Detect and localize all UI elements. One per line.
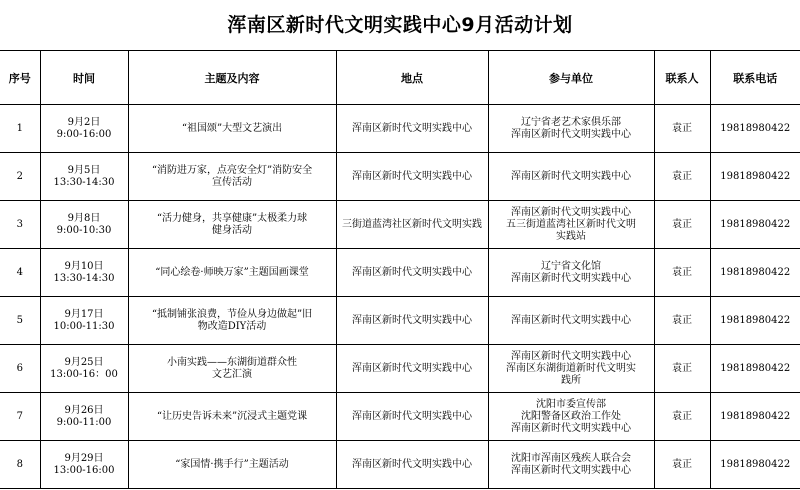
time-range-text: 9:00-11:00	[56, 416, 112, 428]
date-text: 9月29日	[64, 452, 104, 464]
unit-line: 浑南区新时代文明实践中心	[511, 170, 631, 182]
units-cell	[488, 441, 654, 489]
contact-cell: 袁正	[654, 297, 710, 345]
row-number-cell: 4	[0, 249, 40, 297]
theme-line: 小南实践——东湖街道群众性	[167, 356, 297, 368]
table-header-row	[0, 51, 800, 105]
unit-line: 浑南区新时代文明实践中心	[511, 206, 631, 218]
phone-cell: 19818980422	[710, 201, 800, 249]
theme-line: “消防进万家，点亮安全灯”消防安全	[151, 164, 313, 176]
row-number-cell: 7	[0, 393, 40, 441]
units-cell	[488, 297, 654, 345]
date-text: 9月25日	[64, 356, 104, 368]
unit-line: 五三街道蓝湾社区新时代文明	[506, 218, 636, 230]
table-row	[0, 345, 800, 393]
header-cell: 联系人	[654, 51, 710, 105]
units-cell	[488, 345, 654, 393]
theme-line: “祖国颂”大型文艺演出	[181, 122, 283, 134]
phone-cell: 19818980422	[710, 393, 800, 441]
header-cell: 时间	[40, 51, 128, 105]
theme-line: 物改造DIY活动	[197, 320, 267, 332]
units-cell	[488, 249, 654, 297]
place-cell: 浑南区新时代文明实践中心	[336, 441, 488, 489]
phone-cell: 19818980422	[710, 441, 800, 489]
theme-line: 文艺汇演	[212, 368, 252, 380]
unit-line: 辽宁省文化馆	[541, 260, 601, 272]
theme-line: “活力健身，共享健康”太极柔力球	[156, 212, 308, 224]
header-cell: 参与单位	[488, 51, 654, 105]
unit-line: 浑南区新时代文明实践中心	[511, 350, 631, 362]
table-body	[0, 105, 800, 489]
time-range-text: 10:00-11:30	[53, 320, 115, 332]
time-range-text: 9:00-16:00	[56, 128, 112, 140]
phone-cell: 19818980422	[710, 345, 800, 393]
theme-cell	[128, 249, 336, 297]
unit-line: 沈阳警备区政治工作处	[521, 410, 621, 422]
theme-line: “同心绘卷·师映万家”主题国画课堂	[155, 266, 309, 278]
page-title: 浑南区新时代文明实践中心9月活动计划	[0, 0, 800, 51]
phone-cell: 19818980422	[710, 153, 800, 201]
time-cell	[40, 393, 128, 441]
row-number-cell: 3	[0, 201, 40, 249]
table-row	[0, 393, 800, 441]
table-row	[0, 153, 800, 201]
time-cell	[40, 201, 128, 249]
date-text: 9月17日	[64, 308, 104, 320]
time-cell	[40, 153, 128, 201]
units-cell	[488, 201, 654, 249]
theme-cell	[128, 441, 336, 489]
table-row	[0, 249, 800, 297]
unit-line: 辽宁省老艺术家俱乐部	[521, 116, 621, 128]
unit-line: 浑南区东湖街道新时代文明实	[506, 362, 636, 374]
unit-line: 浑南区新时代文明实践中心	[511, 272, 631, 284]
theme-line: 健身活动	[212, 224, 252, 236]
date-text: 9月10日	[64, 260, 104, 272]
place-cell: 三街道蓝湾社区新时代文明实践	[336, 201, 488, 249]
contact-cell: 袁正	[654, 345, 710, 393]
date-text: 9月5日	[67, 164, 101, 176]
date-text: 9月2日	[67, 116, 101, 128]
theme-line: “让历史告诉未来”沉浸式主题党课	[156, 410, 308, 422]
contact-cell: 袁正	[654, 105, 710, 153]
table-row	[0, 105, 800, 153]
time-cell	[40, 297, 128, 345]
unit-line: 浑南区新时代文明实践中心	[511, 422, 631, 434]
table-row	[0, 441, 800, 489]
theme-cell	[128, 297, 336, 345]
place-cell: 浑南区新时代文明实践中心	[336, 393, 488, 441]
theme-cell	[128, 345, 336, 393]
phone-cell: 19818980422	[710, 249, 800, 297]
row-number-cell: 1	[0, 105, 40, 153]
time-cell	[40, 345, 128, 393]
activity-table	[0, 51, 800, 489]
header-cell: 联系电话	[710, 51, 800, 105]
theme-cell	[128, 201, 336, 249]
time-range-text: 13:30-14:30	[53, 176, 115, 188]
unit-line: 浑南区新时代文明实践中心	[511, 128, 631, 140]
theme-line: 宣传活动	[212, 176, 252, 188]
theme-cell	[128, 105, 336, 153]
row-number-cell: 2	[0, 153, 40, 201]
unit-line: 浑南区新时代文明实践中心	[511, 464, 631, 476]
theme-line: “抵制铺张浪费，节俭从身边做起”旧	[151, 308, 313, 320]
header-cell: 主题及内容	[128, 51, 336, 105]
header-cell: 序号	[0, 51, 40, 105]
time-range-text: 13:00-16:00	[53, 464, 115, 476]
unit-line: 实践站	[556, 230, 586, 242]
time-cell	[40, 105, 128, 153]
place-cell: 浑南区新时代文明实践中心	[336, 249, 488, 297]
time-range-text: 13:30-14:30	[53, 272, 115, 284]
header-cell: 地点	[336, 51, 488, 105]
time-range-text: 9:00-10:30	[56, 224, 112, 236]
row-number-cell: 8	[0, 441, 40, 489]
place-cell: 浑南区新时代文明实践中心	[336, 105, 488, 153]
contact-cell: 袁正	[654, 441, 710, 489]
units-cell	[488, 393, 654, 441]
theme-cell	[128, 153, 336, 201]
phone-cell: 19818980422	[710, 297, 800, 345]
unit-line: 践所	[561, 374, 581, 386]
time-cell	[40, 249, 128, 297]
contact-cell: 袁正	[654, 153, 710, 201]
unit-line: 沈阳市浑南区残疾人联合会	[511, 452, 631, 464]
date-text: 9月8日	[67, 212, 101, 224]
contact-cell: 袁正	[654, 393, 710, 441]
units-cell	[488, 153, 654, 201]
units-cell	[488, 105, 654, 153]
time-cell	[40, 441, 128, 489]
table-row	[0, 297, 800, 345]
unit-line: 浑南区新时代文明实践中心	[511, 314, 631, 326]
table-row	[0, 201, 800, 249]
theme-cell	[128, 393, 336, 441]
phone-cell: 19818980422	[710, 105, 800, 153]
unit-line: 沈阳市委宣传部	[536, 398, 606, 410]
place-cell: 浑南区新时代文明实践中心	[336, 345, 488, 393]
theme-line: “家国情·携手行”主题活动	[175, 458, 289, 470]
date-text: 9月26日	[64, 404, 104, 416]
time-range-text: 13:00-16：00	[50, 368, 118, 380]
row-number-cell: 6	[0, 345, 40, 393]
contact-cell: 袁正	[654, 201, 710, 249]
row-number-cell: 5	[0, 297, 40, 345]
place-cell: 浑南区新时代文明实践中心	[336, 297, 488, 345]
place-cell: 浑南区新时代文明实践中心	[336, 153, 488, 201]
contact-cell: 袁正	[654, 249, 710, 297]
